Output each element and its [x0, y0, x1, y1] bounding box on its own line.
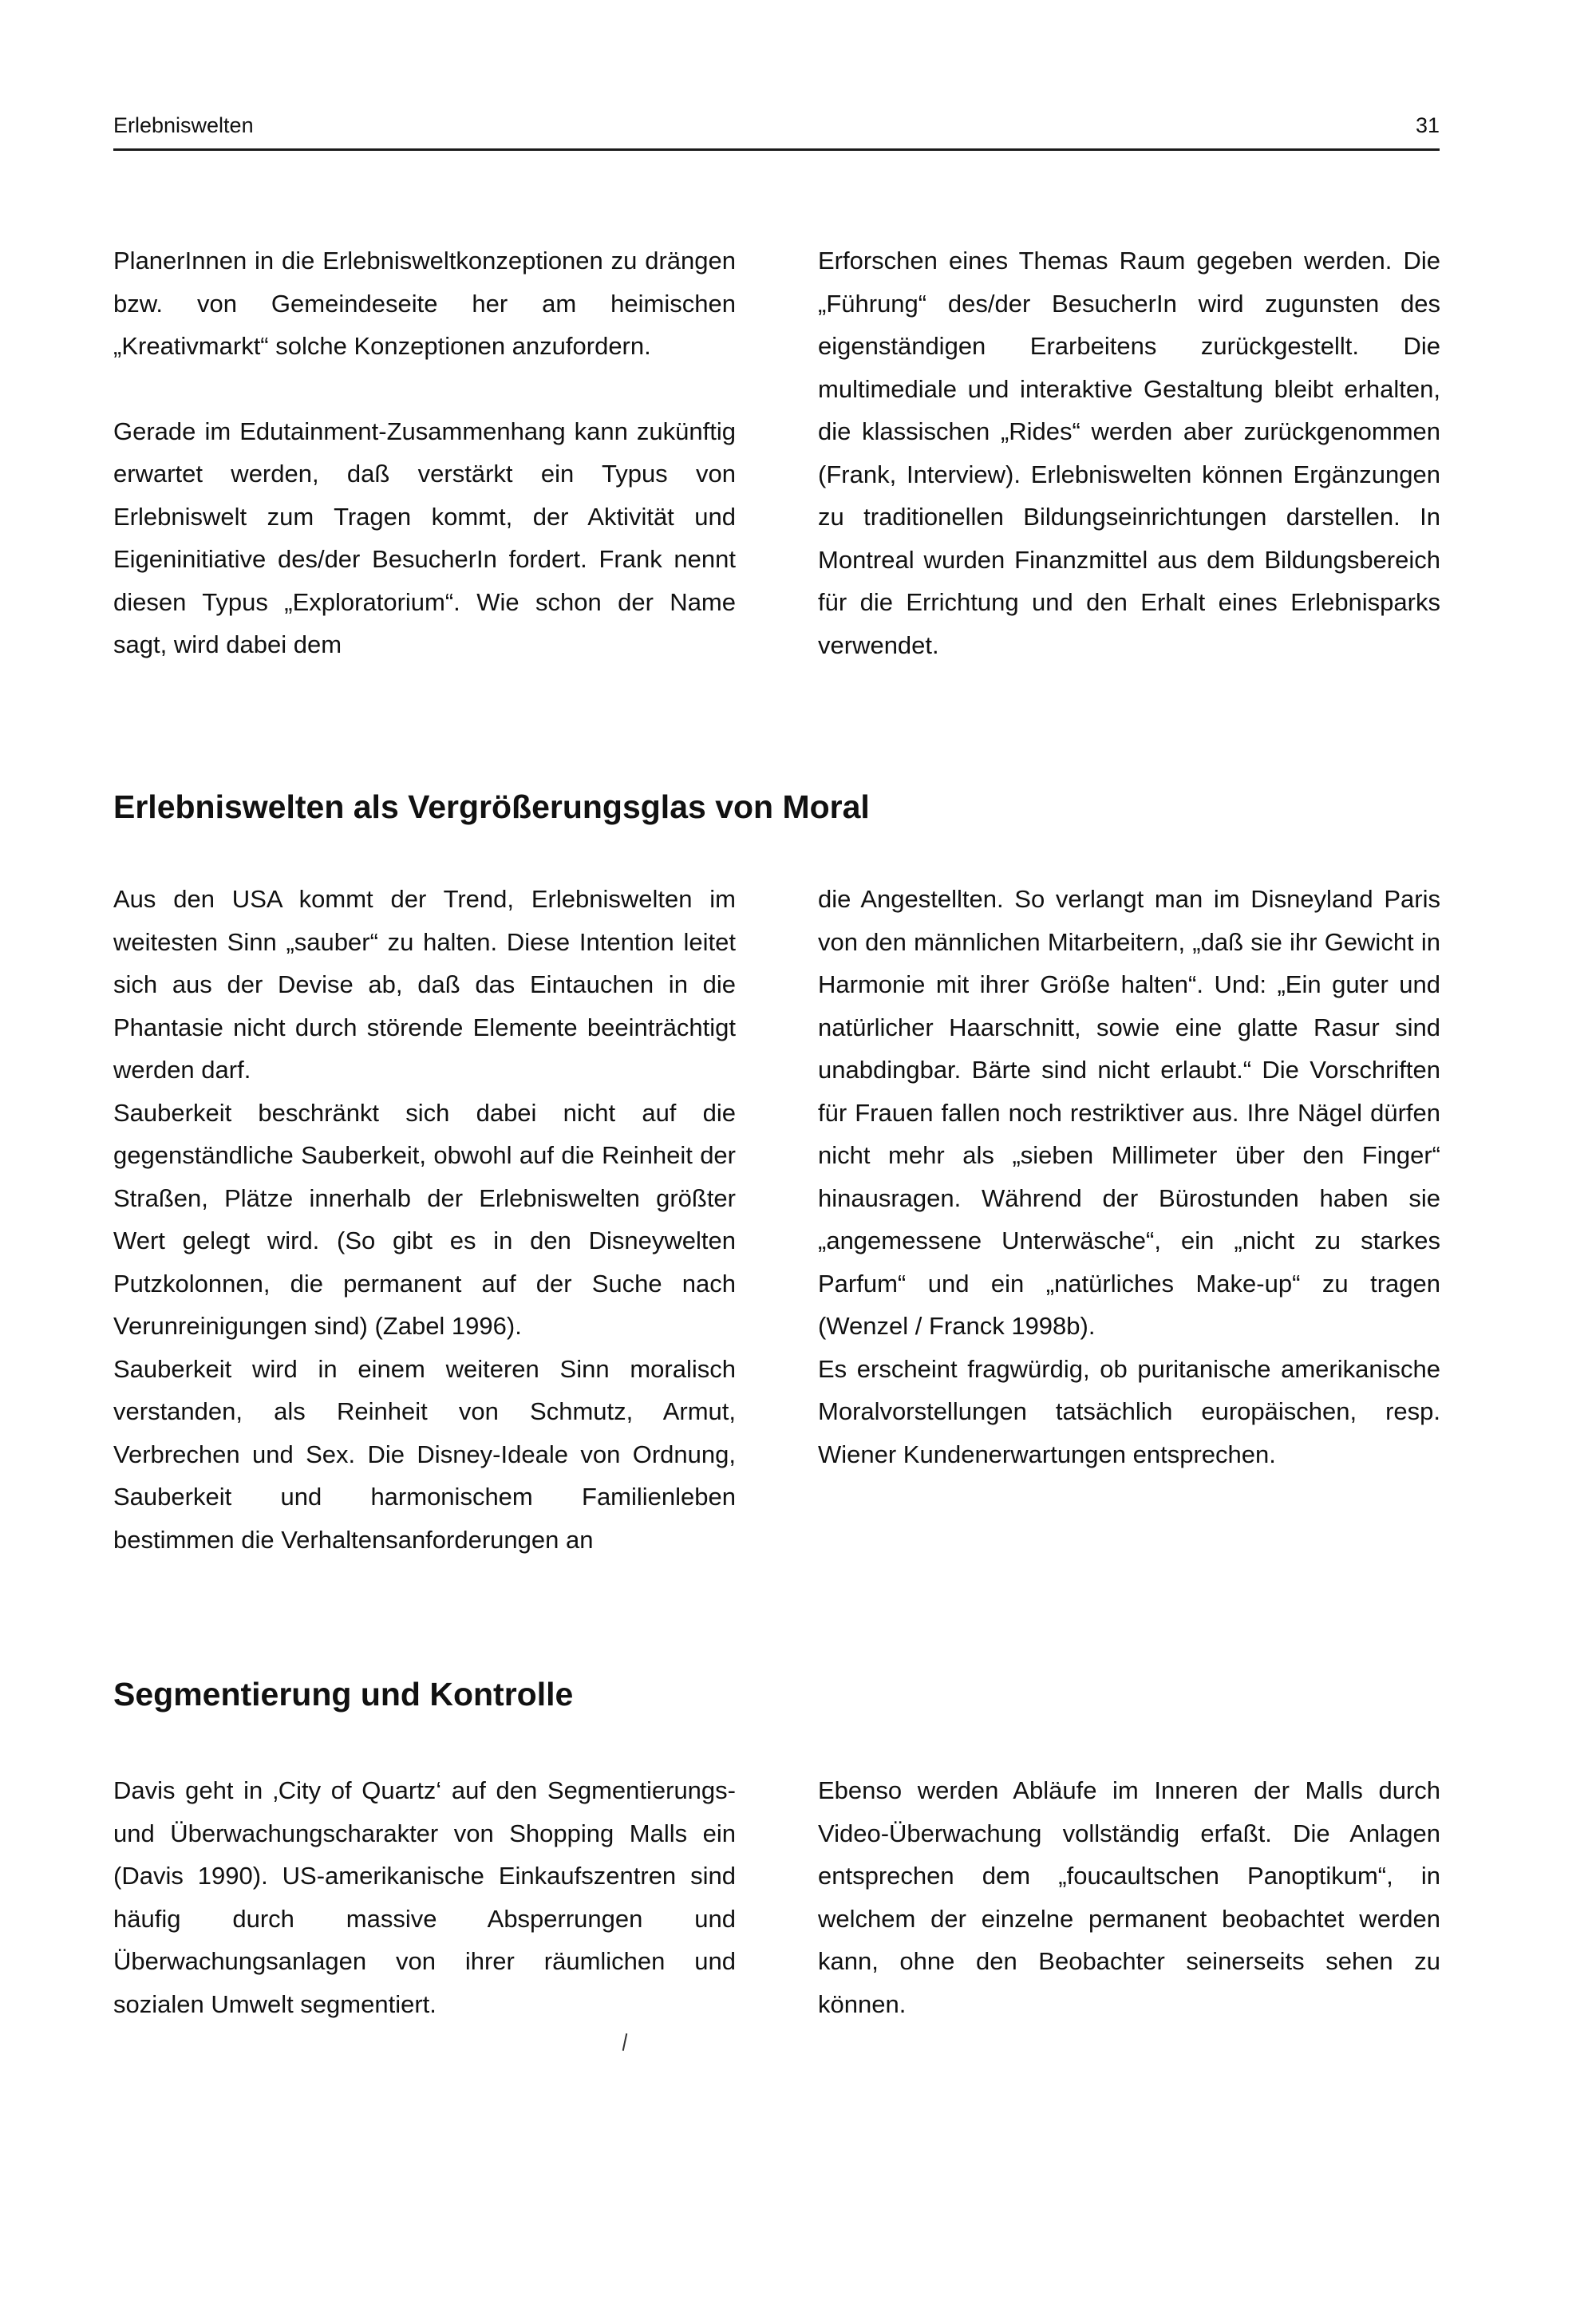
section-heading-moral: Erlebniswelten als Vergrößerungsglas von Moral	[113, 788, 870, 825]
section2-right-column	[818, 878, 1440, 1476]
page-header	[113, 112, 1440, 151]
section1-left-column	[113, 239, 736, 666]
section3-right-column	[818, 1769, 1440, 2025]
section2-left-column	[113, 878, 736, 1561]
section-heading-segmentation: Segmentierung und Kontrolle	[113, 1676, 574, 1713]
paragraph: Erforschen eines Themas Raum gegeben werden. Die „Führung“ des/der BesucherIn wird zugunsten des eigenständigen Erarbeitens zurückgestellt. Die multimediale und interaktive Gestaltung bleibt erhalten, die klassischen „Rides“ werden aber zurückgenommen (Frank, Interview). Erlebniswelten können Ergänzungen zu traditionellen Bildungseinrichtungen darstellen. In Montreal wurden Finanzmittel aus dem Bildungsbereich für die Errichtung und den Erhalt eines Erlebnisparks verwendet.	[818, 247, 1440, 659]
running-title: Erlebniswelten	[113, 113, 254, 137]
section3-left-column	[113, 1769, 736, 2025]
paragraph: PlanerInnen in die Erlebnisweltkonzeptionen zu drängen bzw. von Gemeindeseite her am heimischen „Kreativmarkt“ solche Konzeptionen anzufordern.	[113, 247, 736, 360]
page-number: 31	[1415, 113, 1440, 137]
paragraph: Ebenso werden Abläufe im Inneren der Malls durch Video-Überwachung vollständig erfaßt. Die Anlagen entsprechen dem „foucaultschen Panoptikum“, in welchem der einzelne permanent beobachtet werden kann, ohne den Beobachter seinerseits sehen zu können.	[818, 1776, 1440, 2018]
paragraph: Gerade im Edutainment-Zusammenhang kann zukünftig erwartet werden, daß verstärkt ein Typus von Erlebniswelt zum Tragen kommt, der Aktivität und Eigeninitiative des/der BesucherIn fordert. Frank nennt diesen Typus „Exploratorium“. Wie schon der Name sagt, wird dabei dem	[113, 417, 736, 658]
paragraph: Sauberkeit beschränkt sich dabei nicht auf die gegenständliche Sauberkeit, obwohl auf die Reinheit der Straßen, Plätze innerhalb der Erlebniswelten größter Wert gelegt wird. (So gibt es in den Disneywelten Putzkolonnen, die permanent auf der Suche nach Verunreinigungen sind) (Zabel 1996).	[113, 1098, 736, 1340]
scan-speck	[622, 2033, 628, 2051]
paragraph: die Angestellten. So verlangt man im Disneyland Paris von den männlichen Mitarbeitern, „daß sie ihr Gewicht in Harmonie mit ihrer Größe halten“. Und: „Ein guter und natürlicher Haarschnitt, sowie eine glatte Rasur sind unabdingbar. Bärte sind nicht erlaubt.“ Die Vorschriften für Frauen fallen noch restriktiver aus. Ihre Nägel dürfen nicht mehr als „sieben Millimeter über den Finger“ hinausragen. Während der Bürostunden haben sie „angemessene Unterwäsche“, ein „nicht zu starkes Parfum“ und ein „natürliches Make-up“ zu tragen (Wenzel / Franck 1998b).	[818, 885, 1440, 1340]
paragraph: Aus den USA kommt der Trend, Erlebniswelten im weitesten Sinn „sauber“ zu halten. Diese Intention leitet sich aus der Devise ab, daß das Eintauchen in die Phantasie nicht durch störende Elemente beeinträchtigt werden darf.	[113, 885, 736, 1084]
paragraph: Sauberkeit wird in einem weiteren Sinn moralisch verstanden, als Reinheit von Schmutz, Armut, Verbrechen und Sex. Die Disney-Ideale von Ordnung, Sauberkeit und harmonischem Familienleben bestimmen die Verhaltensanforderungen an	[113, 1354, 736, 1554]
paragraph: Davis geht in ‚City of Quartz‘ auf den Segmentierungs- und Überwachungscharakter von Shopping Malls ein (Davis 1990). US-amerikanische Einkaufszentren sind häufig durch massive Absperrungen und Überwachungsanlagen von ihrer räumlichen und sozialen Umwelt segmentiert.	[113, 1776, 736, 2018]
section1-right-column	[818, 239, 1440, 666]
paragraph: Es erscheint fragwürdig, ob puritanische amerikanische Moralvorstellungen tatsächlich europäischen, resp. Wiener Kundenerwartungen entsprechen.	[818, 1354, 1440, 1468]
